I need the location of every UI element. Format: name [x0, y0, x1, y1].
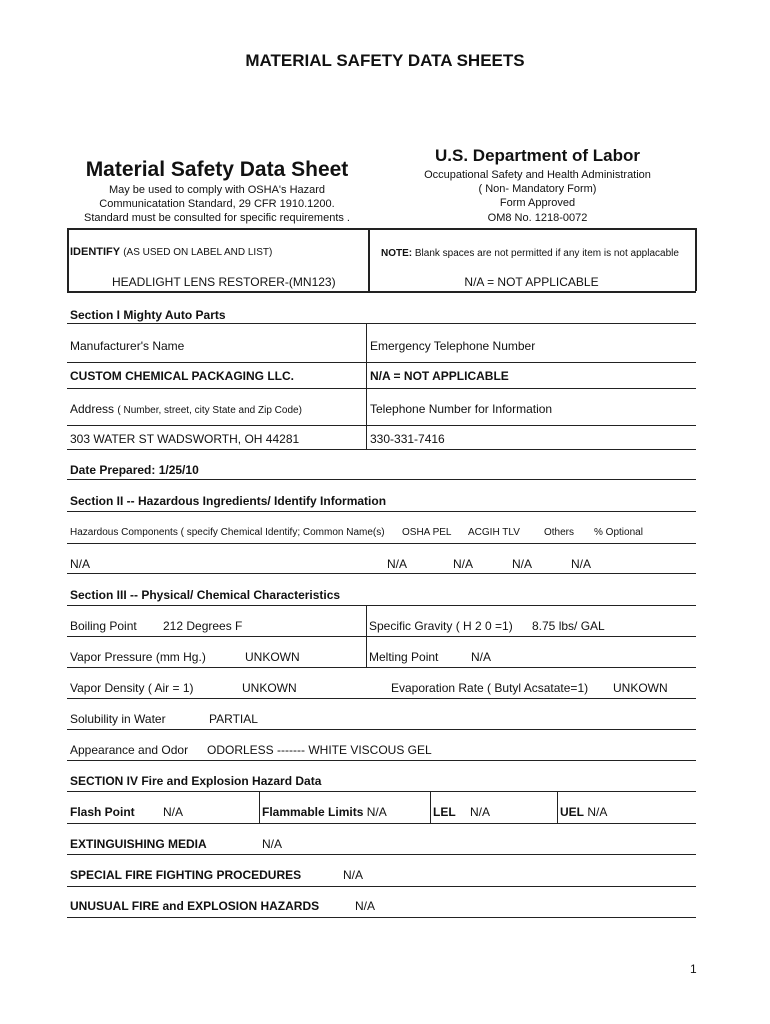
- boiling-point-value: 212 Degrees F: [163, 619, 243, 633]
- flash-divider: [259, 791, 260, 823]
- vapor-pressure-value: UNKOWN: [245, 650, 300, 664]
- divider: [67, 667, 696, 668]
- vapor-density-label: Vapor Density ( Air = 1): [70, 681, 194, 695]
- special-procedures-label: SPECIAL FIRE FIGHTING PROCEDURES: [70, 868, 302, 882]
- section-2-title: Section II -- Hazardous Ingredients/ Identify Information: [70, 494, 387, 508]
- header-components: Hazardous Components ( specify Chemical Identify; Common Name(s): [70, 527, 385, 538]
- section-3-column-divider: [366, 605, 367, 667]
- divider: [67, 854, 696, 855]
- row-components: N/A: [70, 557, 91, 571]
- evaporation-rate-label: Evaporation Rate ( Butyl Acsatate=1): [391, 681, 589, 695]
- dol-line-3: Form Approved: [499, 197, 576, 209]
- header-others: Others: [544, 527, 575, 538]
- divider: [67, 425, 696, 426]
- row-acgih: N/A: [453, 557, 474, 571]
- identify-box-top: [67, 228, 696, 230]
- product-name: HEADLIGHT LENS RESTORER-(MN123): [112, 275, 336, 289]
- appearance-label: Appearance and Odor: [70, 743, 189, 757]
- uel-row: [560, 805, 607, 819]
- vapor-density-value: UNKOWN: [242, 681, 297, 695]
- vapor-pressure-label: Vapor Pressure (mm Hg.): [70, 650, 206, 664]
- divider: [67, 362, 696, 363]
- identify-box-right: [695, 228, 697, 291]
- solubility-label: Solubility in Water: [70, 712, 166, 726]
- lel-row: [433, 805, 456, 819]
- specific-gravity-value: 8.75 lbs/ GAL: [532, 619, 605, 633]
- identify-label-row: [70, 246, 272, 258]
- divider: [67, 917, 696, 918]
- flash-point-label: Flash Point: [70, 805, 135, 819]
- divider: [67, 323, 696, 324]
- msds-line-3: Standard must be consulted for specific requirements .: [84, 212, 350, 224]
- solubility-value: PARTIAL: [209, 712, 258, 726]
- identify-label-note: (AS USED ON LABEL AND LIST): [123, 247, 273, 258]
- document-title: MATERIAL SAFETY DATA SHEETS: [245, 51, 525, 70]
- divider: [67, 636, 696, 637]
- divider: [67, 449, 696, 450]
- section-4-title: SECTION IV Fire and Explosion Hazard Data: [70, 774, 322, 788]
- flammable-divider: [430, 791, 431, 823]
- divider: [67, 698, 696, 699]
- identify-box-bottom: [67, 291, 696, 293]
- na-notice: N/A = NOT APPLICABLE: [464, 275, 599, 289]
- specific-gravity-label: Specific Gravity ( H 2 0 =1): [369, 619, 513, 633]
- divider: [67, 791, 696, 792]
- msds-line-1: May be used to comply with OSHA's Hazard: [108, 184, 326, 196]
- divider: [67, 886, 696, 887]
- extinguishing-media-value: N/A: [262, 837, 283, 851]
- flammable-limits-value: N/A: [366, 805, 387, 819]
- header-osha-pel: OSHA PEL: [402, 527, 452, 538]
- address-value: 303 WATER ST WADSWORTH, OH 44281: [70, 432, 300, 446]
- dol-line-1: Occupational Safety and Health Administration: [424, 169, 651, 181]
- emergency-phone-value: N/A = NOT APPLICABLE: [370, 369, 509, 383]
- dol-line-2: ( Non- Mandatory Form): [478, 183, 597, 195]
- dol-title: U.S. Department of Labor: [435, 146, 640, 165]
- note-text: Blank spaces are not permitted if any item is not applacable: [414, 248, 679, 259]
- appearance-value: ODORLESS ------- WHITE VISCOUS GEL: [207, 743, 432, 757]
- flash-point-row: [70, 805, 135, 819]
- lel-divider: [557, 791, 558, 823]
- section-1-column-divider: [366, 323, 367, 449]
- uel-value: N/A: [587, 805, 608, 819]
- emergency-phone-label: Emergency Telephone Number: [370, 339, 536, 353]
- header-optional: % Optional: [594, 527, 643, 538]
- date-prepared: Date Prepared: 1/25/10: [70, 463, 199, 477]
- flammable-limits-label: Flammable Limits: [262, 805, 364, 819]
- divider: [67, 388, 696, 389]
- divider: [67, 760, 696, 761]
- manufacturer-label: Manufacturer's Name: [70, 339, 185, 353]
- dol-line-4: OM8 No. 1218-0072: [487, 212, 588, 224]
- info-phone-value: 330-331-7416: [370, 432, 445, 446]
- section-3-title: Section III -- Physical/ Chemical Characteristics: [70, 588, 341, 602]
- row-others: N/A: [512, 557, 533, 571]
- divider: [67, 573, 696, 574]
- melting-point-label: Melting Point: [369, 650, 439, 664]
- manufacturer-value: CUSTOM CHEMICAL PACKAGING LLC.: [70, 369, 294, 383]
- identify-label: IDENTIFY: [70, 246, 121, 258]
- divider: [67, 511, 696, 512]
- melting-point-value: N/A: [471, 650, 492, 664]
- evaporation-rate-value: UNKOWN: [613, 681, 668, 695]
- divider: [67, 823, 696, 824]
- note-label: NOTE:: [381, 248, 413, 259]
- row-optional: N/A: [571, 557, 592, 571]
- uel-label: UEL: [560, 805, 584, 819]
- flammable-limits-row: [262, 805, 387, 819]
- unusual-hazards-value: N/A: [355, 899, 376, 913]
- divider: [67, 729, 696, 730]
- extinguishing-media-label: EXTINGUISHING MEDIA: [70, 837, 207, 851]
- identify-box-left: [67, 228, 69, 291]
- lel-label: LEL: [433, 805, 456, 819]
- flash-point-value: N/A: [163, 805, 184, 819]
- special-procedures-value: N/A: [343, 868, 364, 882]
- lel-value: N/A: [470, 805, 491, 819]
- page-number: 1: [690, 962, 697, 976]
- address-label: Address: [70, 402, 115, 416]
- address-label-note: ( Number, street, city State and Zip Code): [117, 405, 302, 416]
- msds-title: Material Safety Data Sheet: [85, 158, 349, 181]
- divider: [67, 605, 696, 606]
- row-osha: N/A: [387, 557, 408, 571]
- unusual-hazards-label: UNUSUAL FIRE and EXPLOSION HAZARDS: [70, 899, 320, 913]
- divider: [67, 543, 696, 544]
- note-row: [381, 248, 679, 259]
- info-phone-label: Telephone Number for Information: [370, 402, 553, 416]
- address-label-row: [70, 402, 302, 416]
- divider: [67, 479, 696, 480]
- identify-box-divider: [368, 228, 370, 291]
- msds-line-2: Communicatation Standard, 29 CFR 1910.1200.: [99, 198, 335, 210]
- section-1-title: Section I Mighty Auto Parts: [70, 308, 226, 322]
- boiling-point-label: Boiling Point: [70, 619, 137, 633]
- header-acgih-tlv: ACGIH TLV: [468, 527, 520, 538]
